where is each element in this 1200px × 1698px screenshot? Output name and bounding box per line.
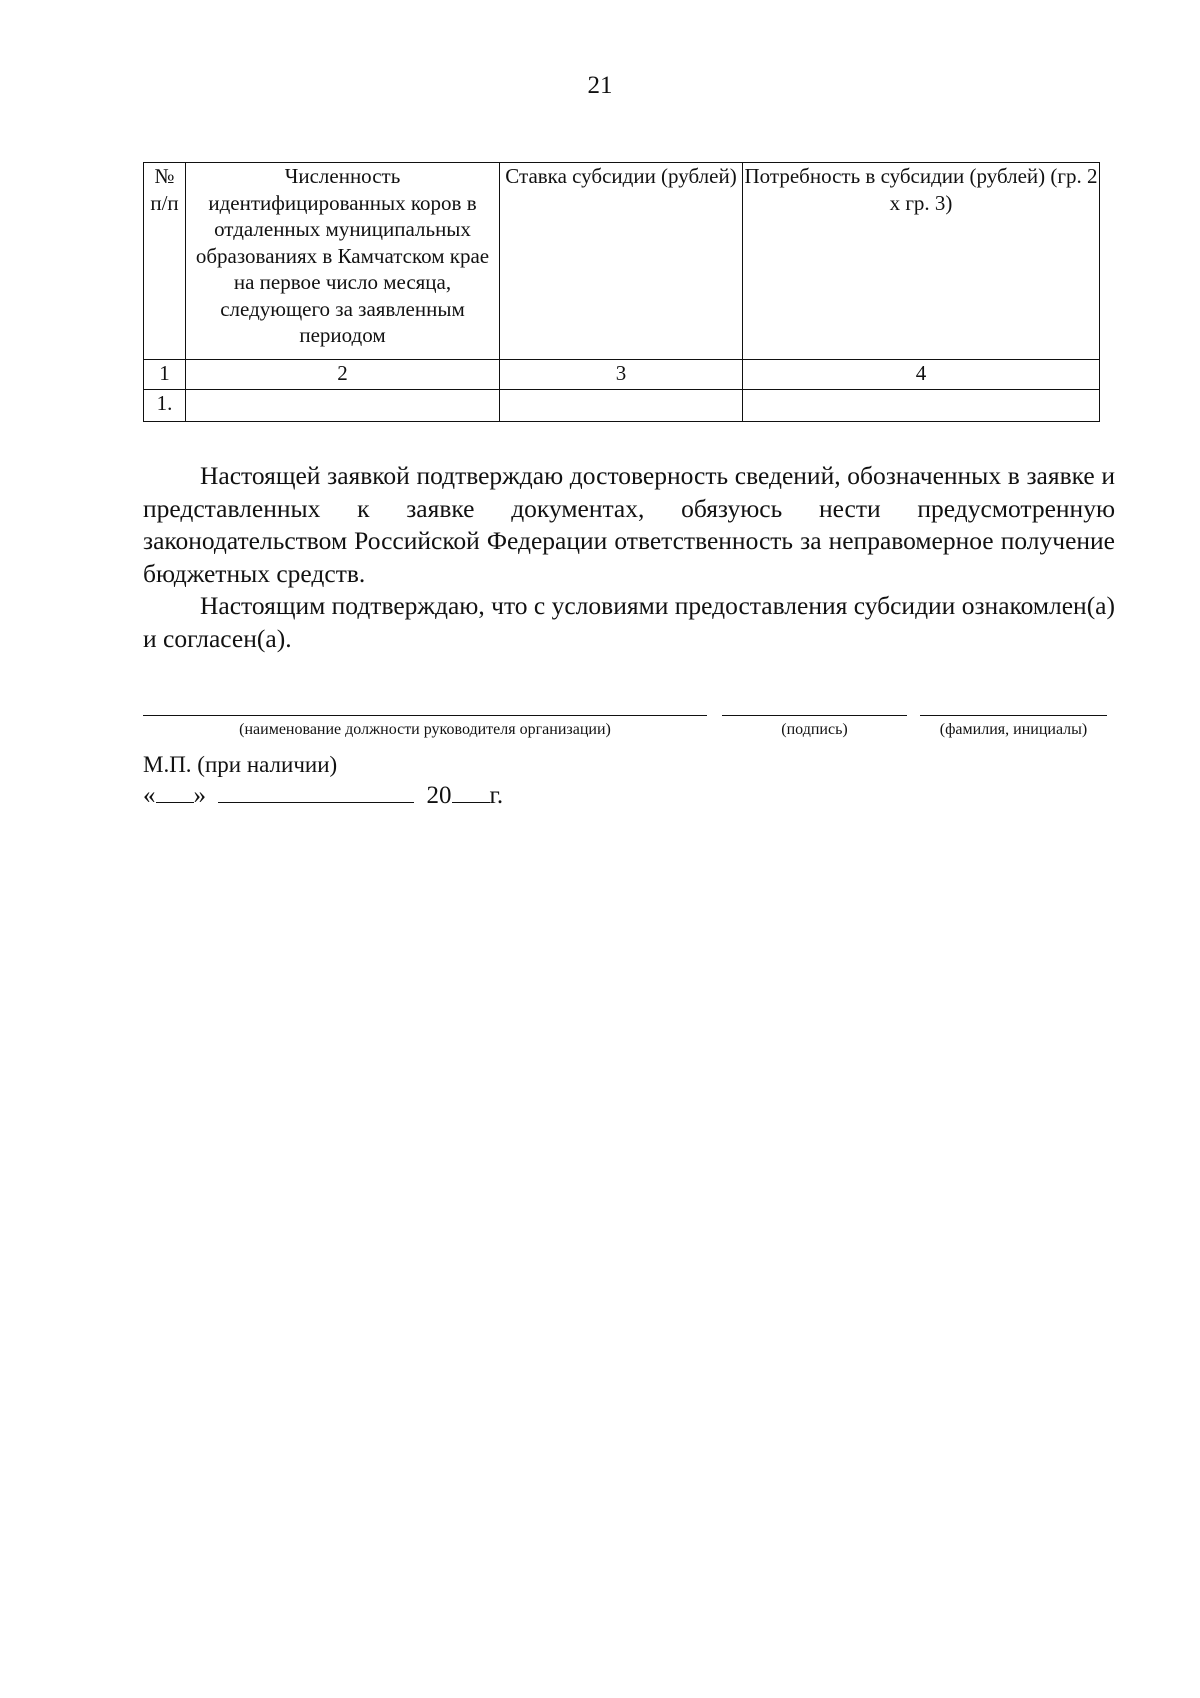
position-signature-line[interactable]	[143, 715, 707, 716]
column-number-3: 3	[500, 360, 743, 390]
header-cow-count: Численность идентифицированных коров в отдаленных муниципальных образованиях в Камчатском крае на первое число месяца, следующего за заявленным периодом	[186, 163, 500, 360]
table-row	[144, 390, 1100, 422]
date-open-quote: «	[143, 782, 156, 809]
application-table	[143, 162, 1100, 422]
subsidy-need-cell[interactable]	[743, 390, 1100, 422]
year-prefix: 20	[426, 782, 452, 809]
declaration-text	[143, 460, 1115, 655]
year-blank[interactable]	[452, 780, 490, 803]
header-row-number: № п/п	[144, 163, 186, 360]
header-subsidy-rate: Ставка субсидии (рублей)	[500, 163, 743, 360]
name-signature-line[interactable]	[920, 715, 1107, 716]
signature-line[interactable]	[722, 715, 907, 716]
consent-paragraph: Настоящим подтверждаю, что с условиями предоставления субсидии ознакомлен(а) и согласен(а).	[143, 591, 1115, 653]
column-number-4: 4	[743, 360, 1100, 390]
name-caption: (фамилия, инициалы)	[939, 721, 1088, 738]
position-caption: (наименование должности руководителя организации)	[239, 721, 611, 738]
date-close-quote: »	[193, 782, 206, 809]
column-numbers-row	[144, 360, 1100, 390]
column-number-2: 2	[186, 360, 500, 390]
date-line	[143, 780, 503, 810]
year-suffix: г.	[489, 782, 504, 809]
header-subsidy-need: Потребность в субсидии (рублей) (гр. 2 х гр. 3)	[743, 163, 1100, 360]
subsidy-rate-cell[interactable]	[500, 390, 743, 422]
page-number: 21	[587, 72, 613, 99]
signature-caption: (подпись)	[781, 721, 848, 738]
column-number-1: 1	[144, 360, 186, 390]
declaration-paragraph: Настоящей заявкой подтверждаю достоверность сведений, обозначенных в заявке и представленных к заявке документах, обязуюсь нести предусмотренную законодательством Российской Федерации ответственность за неправомерное получение бюджетных средств.	[143, 461, 1115, 588]
table-header-row	[144, 163, 1100, 360]
day-blank[interactable]	[156, 780, 194, 803]
stamp-label: М.П. (при наличии)	[143, 752, 338, 777]
row-number-cell: 1.	[144, 390, 186, 422]
month-blank[interactable]	[218, 780, 414, 803]
cow-count-cell[interactable]	[186, 390, 500, 422]
